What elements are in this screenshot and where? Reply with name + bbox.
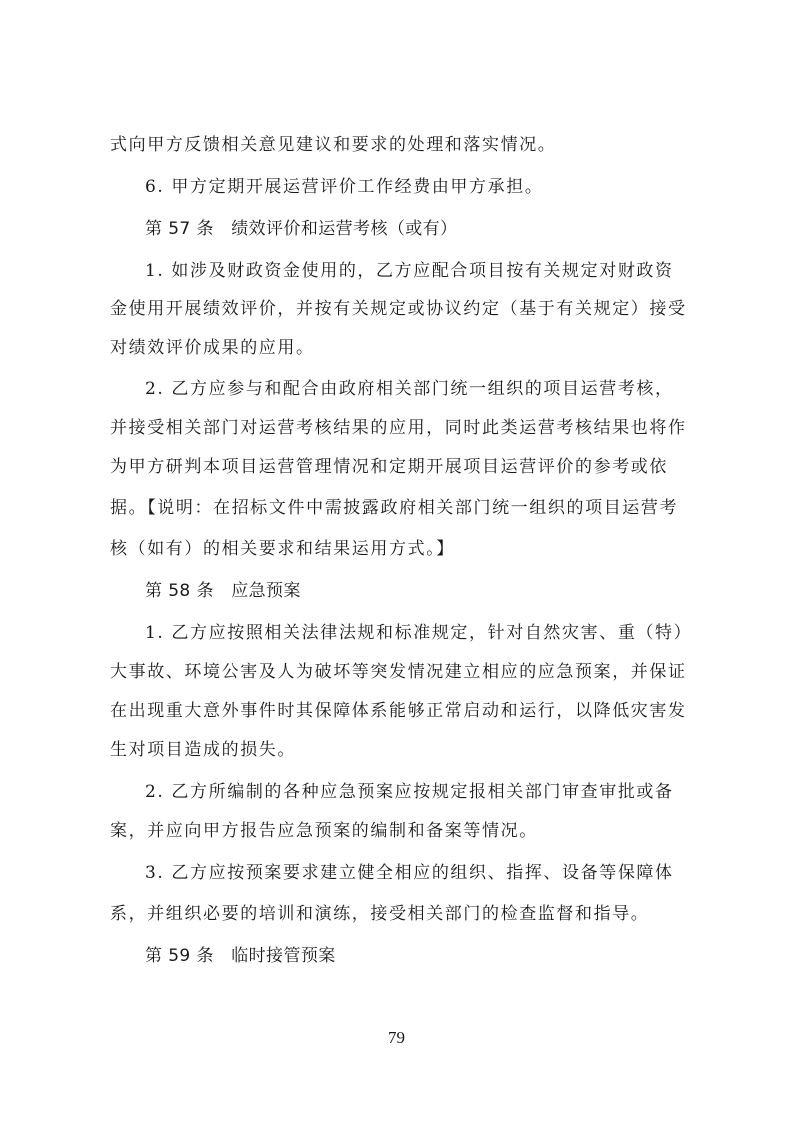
- paragraph-line: 对绩效评价成果的应用。: [110, 338, 315, 358]
- paragraph-line: 2. 乙方所编制的各种应急预案应按规定报相关部门审查审批或备: [145, 782, 674, 802]
- paragraph-line: 1. 乙方应按照相关法律法规和标准规定，针对自然灾害、重（特）: [145, 623, 693, 643]
- article-59-heading: 第 59 条 临时接管预案: [145, 946, 336, 966]
- paragraph-line: 并接受相关部门对运营考核结果的应用，同时此类运营考核结果也将作: [110, 418, 687, 438]
- paragraph-line: 6. 甲方定期开展运营评价工作经费由甲方承担。: [145, 177, 544, 197]
- paragraph-line: 核（如有）的相关要求和结果运用方式。】: [110, 539, 455, 559]
- paragraph-line: 为甲方研判本项目运营管理情况和定期开展项目运营评价的参考或依: [110, 457, 668, 477]
- paragraph-line: 金使用开展绩效评价，并按有关规定或协议约定（基于有关规定）接受: [110, 299, 687, 319]
- paragraph-line: 3. 乙方应按预案要求建立健全相应的组织、指挥、设备等保障体: [145, 863, 674, 883]
- article-57-heading: 第 57 条 绩效评价和运营考核（或有）: [145, 219, 458, 239]
- paragraph-line: 生对项目造成的损失。: [110, 740, 296, 760]
- paragraph-line: 据。【说明：在招标文件中需披露政府相关部门统一组织的项目运营考: [110, 498, 679, 518]
- paragraph-line: 案，并应向甲方报告应急预案的编制和备案等情况。: [110, 821, 538, 841]
- paragraph-line: 1. 如涉及财政资金使用的，乙方应配合项目按有关规定对财政资: [145, 261, 674, 281]
- page-number: 79: [388, 1028, 405, 1047]
- article-58-heading: 第 58 条 应急预案: [145, 581, 301, 601]
- paragraph-line: 大事故、环境公害及人为破坏等突发情况建立相应的应急预案，并保证: [110, 662, 687, 682]
- paragraph-line: 式向甲方反馈相关意见建议和要求的处理和落实情况。: [110, 135, 557, 155]
- paragraph-line: 在出现重大意外事件时其保障体系能够正常启动和运行，以降低灾害发: [110, 701, 687, 721]
- paragraph-line: 系，并组织必要的培训和演练，接受相关部门的检查监督和指导。: [110, 904, 650, 924]
- paragraph-line: 2. 乙方应参与和配合由政府相关部门统一组织的项目运营考核，: [145, 379, 674, 399]
